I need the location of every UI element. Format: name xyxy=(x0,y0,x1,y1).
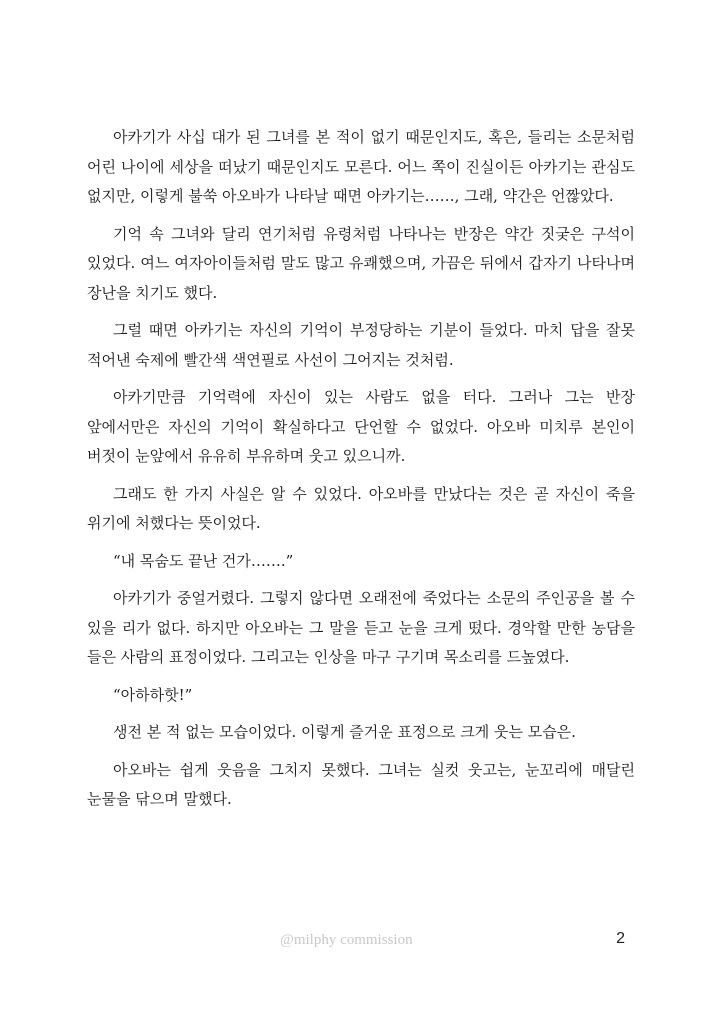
paragraph: 그럴 때면 아카기는 자신의 기억이 부정당하는 기분이 들었다. 마치 답을 잘못 적어낸 숙제에 빨간색 색연필로 사선이 그어지는 것처럼. xyxy=(87,321,635,369)
watermark: @milphy commission xyxy=(280,932,413,948)
paragraph: 기억 속 그녀와 달리 연기처럼 유령처럼 나타나는 반장은 약간 짓궂은 구석이 있었다. 여느 여자아이들처럼 말도 많고 유쾌했으며, 가끔은 뒤에서 갑자기 나타나며 장난을 치기도 했다. xyxy=(87,224,635,302)
paragraph: 생전 본 적 없는 모습이었다. 이렇게 즐거운 표정으로 크게 웃는 모습은. xyxy=(113,723,576,741)
paragraph: 아카기만큼 기억력에 자신이 있는 사람도 없을 터다. 그러나 그는 반장 앞에서만은 자신의 기억이 확실하다고 단언할 수 없었다. 아오바 미치루 본인이 버젓이 눈앞에서 유유히 부유하며 웃고 있으니까. xyxy=(87,388,635,465)
paragraph: 그래도 한 가지 사실은 알 수 있었다. 아오바를 만났다는 것은 곧 자신이 죽을 위기에 처했다는 뜻이었다. xyxy=(87,484,635,532)
paragraph: 아카기가 사십 대가 된 그녀를 본 적이 없기 때문인지도, 혹은, 들리는 소문처럼 어린 나이에 세상을 떠났기 때문인지도 모른다. 어느 쪽이 진실이든 아카기는 관심도 없지만, 이렇게 불쑥 아오바가 나타날 때면 아카기는……, 그래, 약간은 언짢았다. xyxy=(87,128,635,205)
dialogue-paragraph: “내 목숨도 끝난 건가…….” xyxy=(113,551,294,570)
page-number: 2 xyxy=(616,930,625,947)
dialogue-paragraph: “아하하핫!” xyxy=(113,685,193,704)
paragraph: 아오바는 쉽게 웃음을 그치지 못했다. 그녀는 실컷 웃고는, 눈꼬리에 매달린 눈물을 닦으며 말했다. xyxy=(87,760,635,808)
body-text xyxy=(87,123,635,823)
paragraph: 아카기가 중얼거렸다. 그렇지 않다면 오래전에 죽었다는 소문의 주인공을 볼 수 있을 리가 없다. 하지만 아오바는 그 말을 듣고 눈을 크게 떴다. 경악할 만한 농담을 들은 사람의 표정이었다. 그리고는 인상을 마구 구기며 목소리를 드높였다. xyxy=(87,589,635,666)
